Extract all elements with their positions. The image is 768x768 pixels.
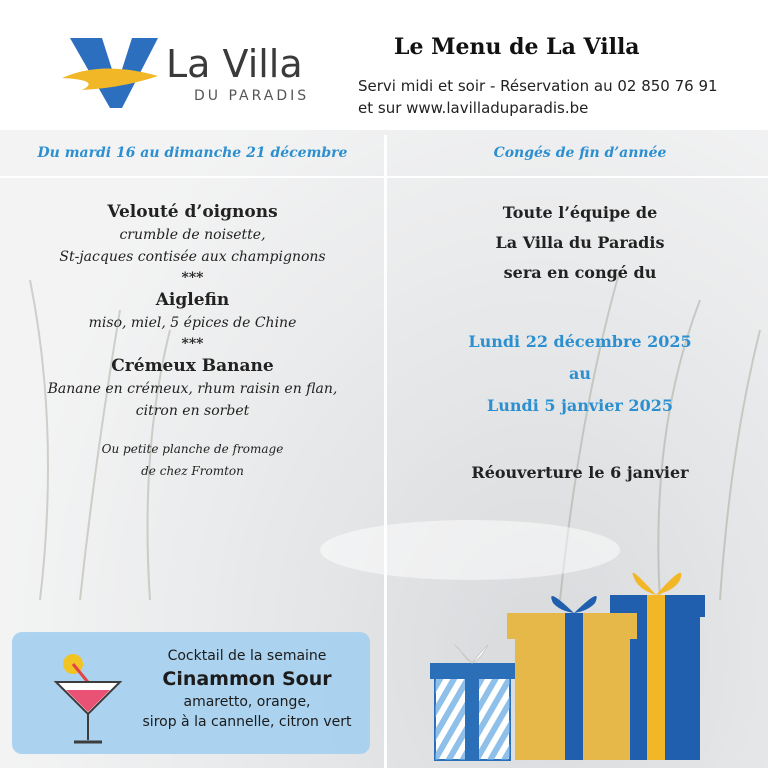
logo — [62, 30, 322, 110]
right-heading: Congés de fin d’année — [493, 145, 667, 161]
right-heading-divider — [387, 176, 768, 178]
column-divider — [384, 135, 387, 768]
starter-desc-1: crumble de noisette, — [119, 227, 266, 243]
reopen-text: Réouverture le 6 janvier — [471, 463, 689, 482]
info-line-1: Servi midi et soir - Réservation au 02 850 76 91 — [358, 77, 718, 95]
main-desc: miso, miel, 5 épices de Chine — [88, 315, 297, 331]
cheese-alt-2: de chez Fromton — [141, 464, 244, 478]
left-heading: Du mardi 16 au dimanche 21 décembre — [37, 145, 348, 161]
cocktail-name: Cinammon Sour — [162, 668, 332, 690]
left-heading-divider — [0, 176, 384, 178]
notice-line-3: sera en congé du — [503, 263, 657, 282]
dessert-desc-2: citron en sorbet — [135, 403, 250, 419]
cocktail-box — [12, 632, 370, 754]
info-line-2: et sur www.lavilladuparadis.be — [358, 99, 589, 117]
starter-title: Velouté d’oignons — [107, 202, 278, 222]
main-title: Aiglefin — [155, 290, 230, 310]
notice-line-2: La Villa du Paradis — [495, 233, 665, 252]
cocktail-glass-icon — [48, 652, 128, 747]
dessert-desc-1: Banane en crémeux, rhum raisin en flan, — [47, 381, 338, 397]
separator-2: *** — [181, 336, 204, 352]
cheese-alt-1: Ou petite planche de fromage — [101, 442, 284, 456]
gift-boxes-icon — [425, 555, 725, 768]
weekly-menu — [10, 200, 375, 482]
logo-subtitle: DU PARADIS — [194, 88, 310, 104]
reopening — [395, 458, 765, 488]
logo-title: La Villa — [166, 42, 303, 86]
cocktail-label: Cocktail de la semaine — [167, 648, 327, 664]
date-separator: au — [569, 364, 591, 383]
logo-v-icon — [62, 30, 172, 110]
dessert-title: Crémeux Banane — [111, 356, 274, 376]
notice-line-1: Toute l’équipe de — [502, 203, 658, 222]
holiday-dates — [395, 326, 765, 422]
page-title: Le Menu de La Villa — [394, 34, 640, 60]
header — [0, 0, 768, 130]
cocktail-desc-1: amaretto, orange, — [183, 694, 311, 710]
separator-1: *** — [181, 270, 204, 286]
date-end: Lundi 5 janvier 2025 — [487, 396, 673, 415]
holiday-notice — [395, 198, 765, 288]
header-info — [358, 75, 718, 119]
cocktail-desc-2: sirop à la cannelle, citron vert — [142, 714, 352, 730]
starter-desc-2: St-jacques contisée aux champignons — [59, 249, 326, 265]
date-start: Lundi 22 décembre 2025 — [468, 332, 692, 351]
cocktail-text — [122, 646, 372, 732]
